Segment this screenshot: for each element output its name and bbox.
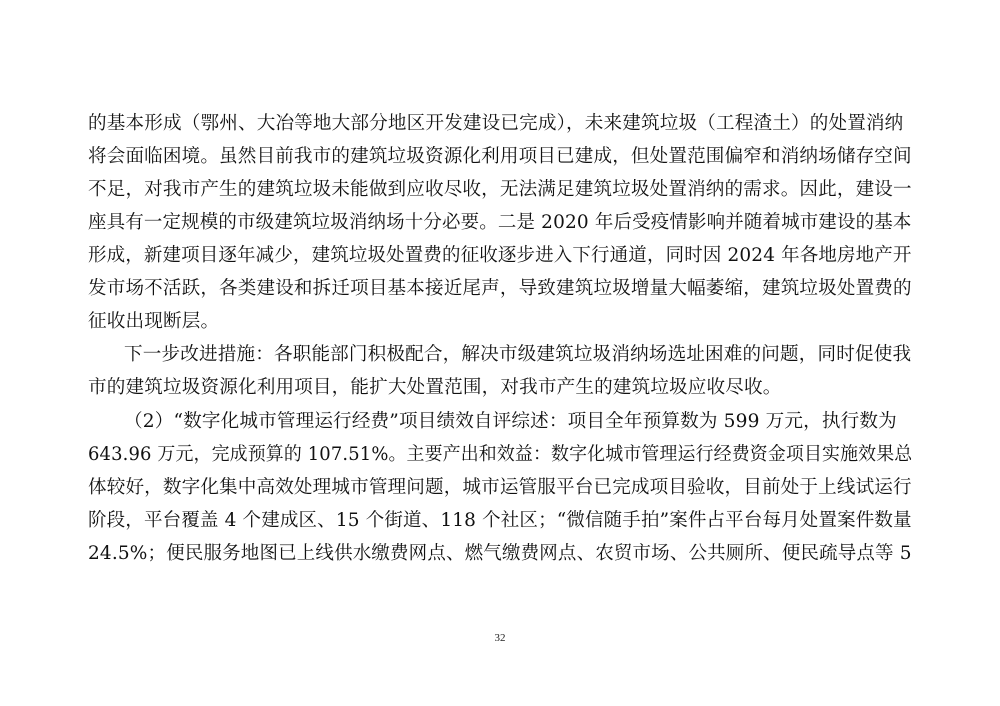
text-line: 643.96 万元，完成预算的 107.51%。主要产出和效益：数字化城市管理运行经费资金项目实施效果总 [88, 444, 913, 465]
text-line: （2）“数字化城市管理运行经费”项目绩效自评综述：项目全年预算数为 599 万元，执行数为 [124, 411, 897, 432]
text-line: 的基本形成（鄂州、大冶等地大部分地区开发建设已完成），未来建筑垃圾（工程渣土）的处置消纳 [88, 113, 904, 134]
text-line: 阶段，平台覆盖 4 个建成区、15 个街道、118 个社区；“微信随手拍”案件占平台每月处置案件数量 [88, 510, 912, 531]
text-line: 形成，新建项目逐年减少，建筑垃圾处置费的征收逐步进入下行通道，同时因 2024 年各地房地产开 [88, 245, 912, 266]
text-line: 体较好，数字化集中高效处理城市管理问题，城市运管服平台已完成项目验收，目前处于上线试运行 [88, 477, 912, 498]
text-line: 24.5%；便民服务地图已上线供水缴费网点、燃气缴费网点、农贸市场、公共厕所、便民疏导点等 5 [88, 543, 912, 564]
text-line: 征收出现断层。 [88, 311, 220, 332]
text-line: 将会面临困境。虽然目前我市的建筑垃圾资源化利用项目已建成，但处置范围偏窄和消纳场储存空间 [88, 146, 912, 167]
page-number: 32 [494, 632, 506, 644]
text-line: 座具有一定规模的市级建筑垃圾消纳场十分必要。二是 2020 年后受疫情影响并随着城市建设的基本 [88, 212, 912, 233]
text-line: 发市场不活跃，各类建设和拆迁项目基本接近尾声，导致建筑垃圾增量大幅萎缩，建筑垃圾处置费的 [88, 278, 912, 299]
text-line: 下一步改进措施：各职能部门积极配合，解决市级建筑垃圾消纳场选址困难的问题，同时促使我 [124, 344, 912, 365]
text-line: 市的建筑垃圾资源化利用项目，能扩大处置范围，对我市产生的建筑垃圾应收尽收。 [88, 377, 782, 398]
text-line: 不足，对我市产生的建筑垃圾未能做到应收尽收，无法满足建筑垃圾处置消纳的需求。因此，建设一 [88, 179, 912, 200]
